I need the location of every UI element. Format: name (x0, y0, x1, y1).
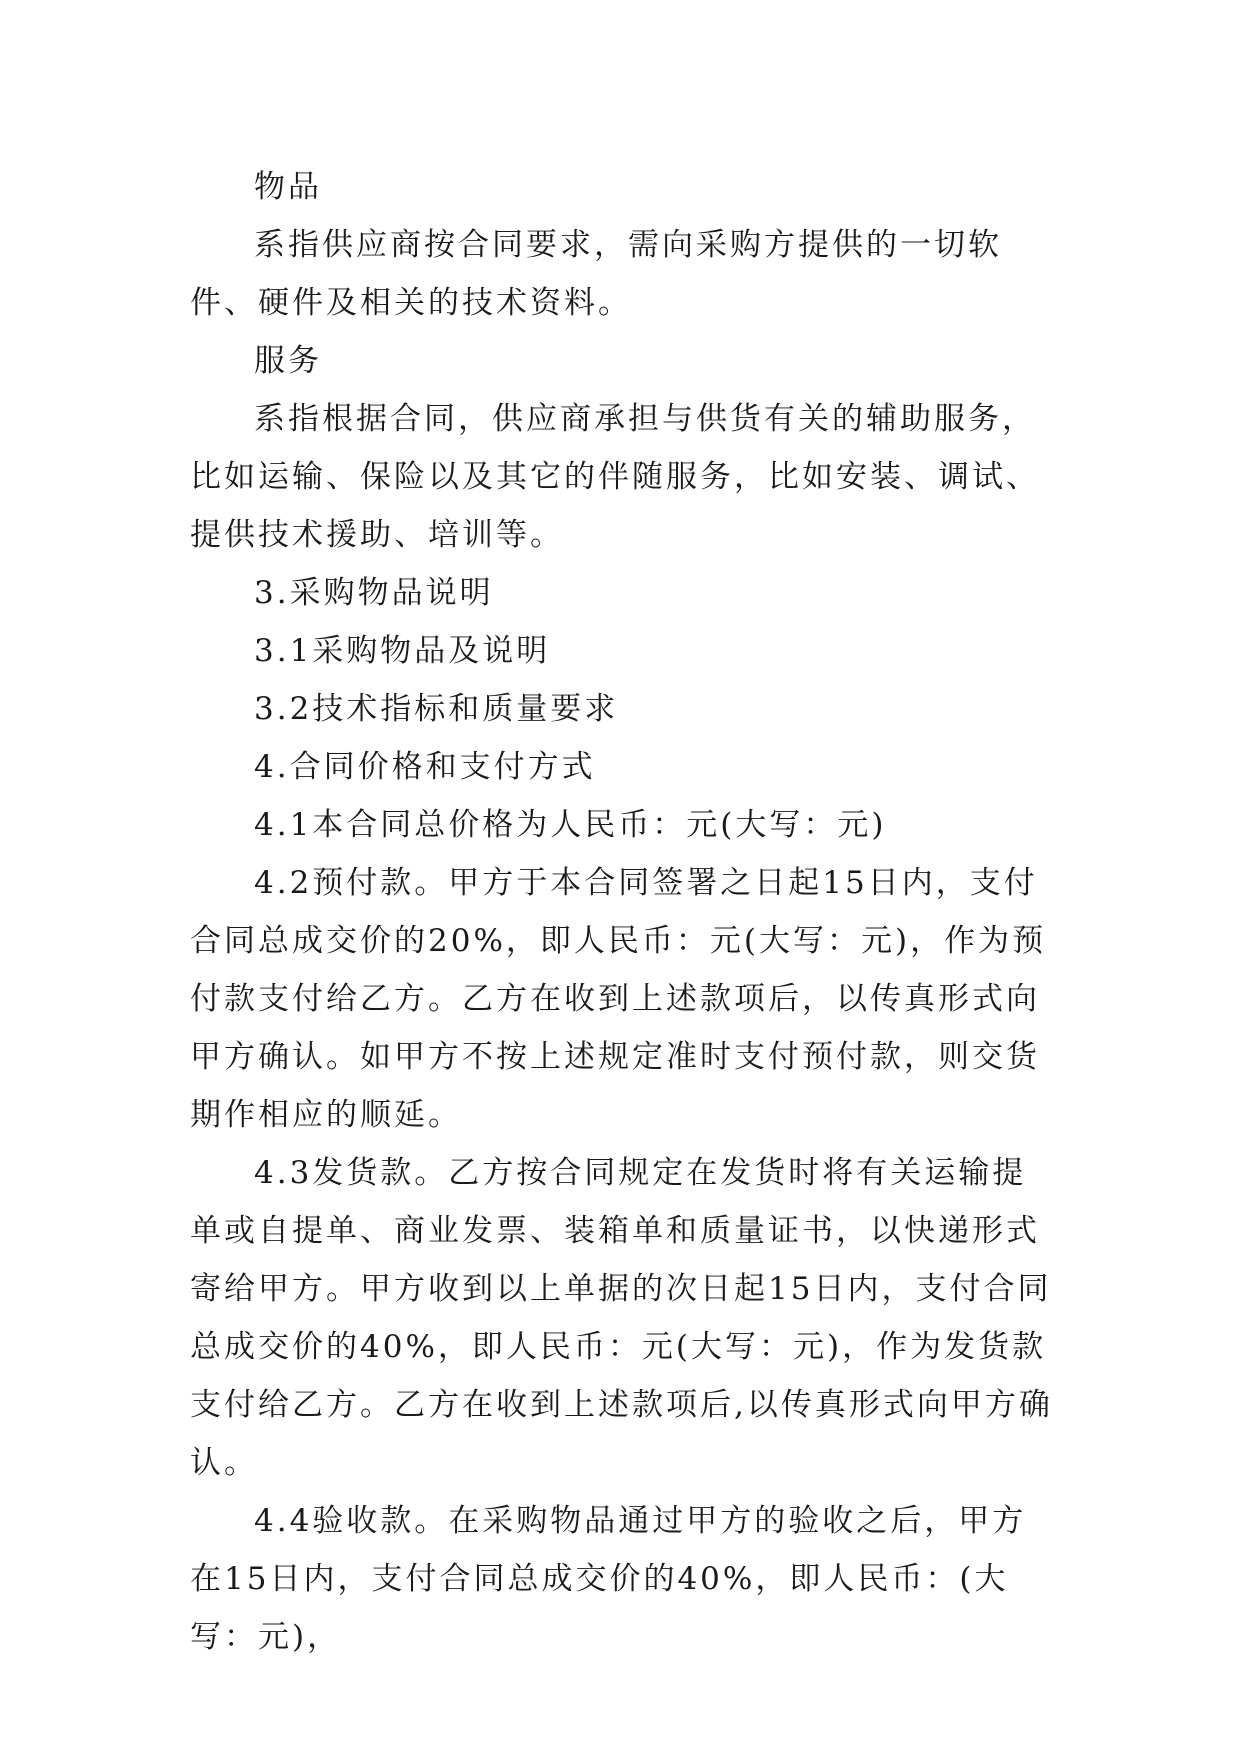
section-heading-3-1: 3.1采购物品及说明 (254, 633, 551, 669)
section-heading-3: 3.采购物品说明 (254, 575, 494, 611)
term-heading-goods: 物品 (254, 169, 322, 205)
term-heading-services: 服务 (254, 343, 322, 379)
section-heading-3-2: 3.2技术指标和质量要求 (254, 691, 619, 727)
term-definition-services: 系指根据合同，供应商承担与供货有关的辅助服务，比如运输、保险以及其它的伴随服务，比如安装、调试、提供技术援助、培训等。 (190, 401, 1040, 553)
term-definition-goods: 系指供应商按合同要求，需向采购方提供的一切软件、硬件及相关的技术资料。 (190, 227, 1002, 321)
document-body (190, 158, 1060, 1666)
clause-4-1: 4.1本合同总价格为人民币：元(大写：元) (254, 807, 887, 843)
section-heading-4: 4.合同价格和支付方式 (254, 749, 596, 785)
clause-4-4: 4.4验收款。在采购物品通过甲方的验收之后，甲方在15日内，支付合同总成交价的40%，即人民币：(大写：元)， (190, 1503, 1027, 1655)
clause-4-2: 4.2预付款。甲方于本合同签署之日起15日内，支付合同总成交价的20%，即人民币：元(大写：元)，作为预付款支付给乙方。乙方在收到上述款项后，以传真形式向甲方确认。如甲方不按上述规定准时支付预付款，则交货期作相应的顺延。 (190, 865, 1047, 1133)
clause-4-3: 4.3发货款。乙方按合同规定在发货时将有关运输提单或自提单、商业发票、装箱单和质量证书，以快递形式寄给甲方。甲方收到以上单据的次日起15日内，支付合同总成交价的40%，即人民币：元(大写：元)，作为发货款支付给乙方。乙方在收到上述款项后,以传真形式向甲方确认。 (190, 1155, 1053, 1481)
